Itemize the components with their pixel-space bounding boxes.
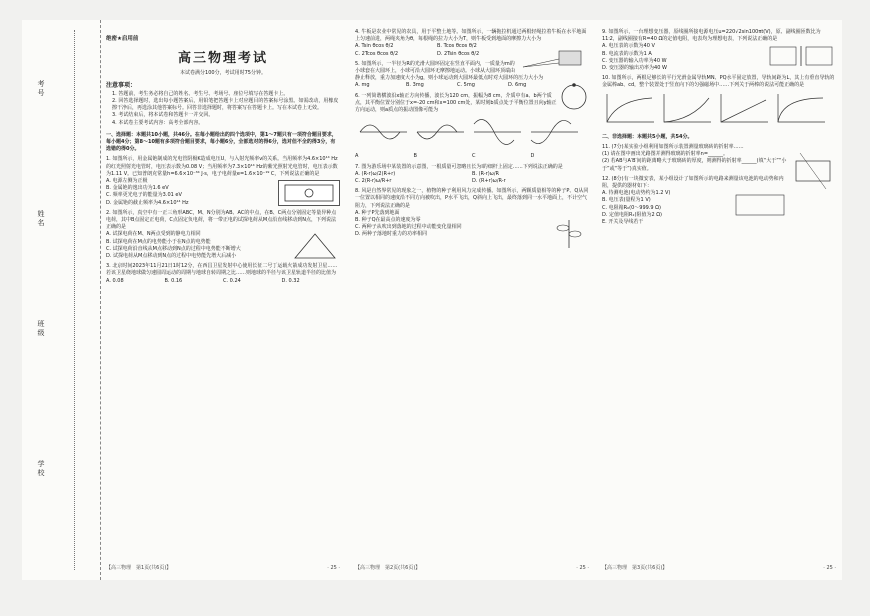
question-10: 10. 如图所示，两根足够长的平行光滑金属导轨MN、PQ水平固定放置，导轨间距为L，其上有垂直导轨的金属棒ab、cd，整个装置处于竖直向下的匀强磁场中……下列关于两棒的说法可能正确的是 [602, 75, 835, 89]
q12-option: D. 定值电阻R₁(阻值为2 Ω) [602, 211, 663, 218]
exam-sheet [22, 20, 842, 580]
q1-option: C. 频率更光电子的能量为3.01 eV [106, 192, 182, 199]
q2-option: A. 试探电荷在M、N两点受到的静电力相同 [106, 231, 201, 238]
q4-option: D. 2Tsin θcos θ/2 [437, 50, 480, 57]
label-class: 班级 [37, 320, 45, 338]
q6-option: C [472, 153, 476, 160]
section-1-heading: 一、选择题：本题共10小题，共46分。在每小题给出的四个选项中，第1～7题只有一项符合题目要求，每小题4分；第8～10题有多项符合题目要求，每小题6分，全部选对的得6分，选对但不全的得3分，有选错的得0分。 [106, 131, 337, 153]
label-exam-number: 考号 [37, 80, 45, 98]
transformer-figure [766, 43, 836, 69]
question-5: 5. 如图所示，一半径为R的光滑大圆环固定在竖直平面内，一质量为m的小球套在大圆环上，小球可沿大圆环无摩擦地运动。小球从大圆环顶端由静止释放，重力加速度大小为g，则小球运动到大圆环最低点时对大圆环的压力大小为 [355, 60, 544, 82]
q7-option: A. (R-r)ω/2(R+r) [355, 170, 396, 177]
q8-option: A. 种子P先落到地面 [355, 209, 400, 216]
q1-option: B. 金属铯的逸出功为1.6 eV [106, 185, 169, 192]
q5-option: D. 6mg [508, 82, 527, 89]
q9-option: B. 电流表的示数为1 A [602, 50, 652, 57]
q4-option: B. Tcos θcos θ/2 [437, 43, 477, 50]
q4-option: C. 2Tcos θcos θ/2 [355, 50, 399, 57]
q2-option: B. 试探电荷在M点的电势能小于在N点的电势能 [106, 238, 211, 245]
page-footer [602, 565, 836, 572]
score-info: 本试卷满分100分，考试用时75分钟。 [180, 70, 266, 77]
notes-heading: 注意事项： [106, 81, 137, 89]
q6-option: A [355, 153, 359, 160]
column-1 [106, 26, 340, 576]
tractor-figure [519, 43, 589, 73]
question-3: 3. 北京时间2023年11月21日1时12分，在西昌卫星发射中心使用长征二号丁运载火箭成功发射卫星……若该卫星绕地球做匀速圆周运动的周期与地球自转周期之比……则地球的半径与该卫星轨道半径的比值为 [106, 263, 338, 277]
footer-code: · 25 · [823, 564, 836, 571]
triangle-figure [290, 231, 340, 261]
q3-option: D. 0.32 [281, 277, 300, 284]
q5-option: A. mg [355, 82, 370, 89]
q5-option: B. 3mg [406, 82, 424, 89]
q5-option: C. 5mg [457, 82, 475, 89]
photocell-circuit-figure [278, 180, 340, 206]
q6-option: B [413, 153, 417, 160]
q2-option: D. 试探电荷从M点移动到N点的过程中电势能先增大后减小 [106, 253, 237, 260]
q8-option: D. 两种子落地时重力的功率相同 [355, 231, 428, 238]
question-1: 1. 如图所示，用金属铯制成的光电管阴极K造成电压U，与入射光频率ν的关系。当用频率为4.6×10¹⁴ Hz的红光照射光电管时，电压表示数为0.08 V；当用频率为7.3×10¹⁴ Hz的紫光照射光电管时，电压表示数为1.11 V。已知普朗克常量h=6.6×10⁻³⁴ J·s，电子电荷量e=1.6×10⁻¹⁹ C，下列说法正确的是 [106, 156, 338, 177]
velocity-graphs-figure [602, 90, 832, 126]
question-8: 8. 风是自然界常见的现象之一，植物的种子利用风力完成传播。如图所示，两颗质量相等的种子P、Q从同一位置以相同的速度沿不同方向被吹出，P水平飞出，Q斜向上飞出，最终落到同一水平地面上，不计空气阻力，下列说法正确的是 [355, 188, 589, 209]
q8-option: C. 两种子从吹出到落地的过程中动能变化量相同 [355, 224, 462, 231]
note-item: 1. 答题前，考生务必将自己的姓名、考生号、考场号、座位号填写在答题卡上。 [112, 90, 289, 97]
battery-circuit-figure [730, 190, 790, 220]
column-2 [355, 26, 589, 576]
question-11: 11. (7分)某实验小组利用如图所示装置测量玻璃砖的折射率…… [602, 144, 744, 151]
q8-option: B. 种子Q在最高点的速度为零 [355, 217, 421, 224]
q9-option: C. 变压器的输入功率为40 W [602, 57, 667, 64]
ring-figure [559, 82, 589, 112]
q1-option: D. 金属铯的截止频率为4.6×10¹⁴ Hz [106, 199, 189, 206]
question-4: 4. 牛板是农业中常见的农具，用于平整土地等。如图所示，一辆拖拉机通过两根轻绳拉着牛板在水平地面上匀速前进，两绳夹角为θ，每根绳的拉力大小为T，则牛板受到地面的摩擦力大小为 [355, 29, 587, 43]
q9-option: D. 变压器的输出功率为40 W [602, 65, 667, 72]
question-12: 12. (8分)有一块微安表，某小组设计了如图所示的电路来测量该电池的电动势和内阻，提供的器材如下： [602, 175, 784, 190]
wave-graphs-figure [355, 114, 585, 150]
footer-label: 【高三物理 第3页(共6页)】 [602, 564, 668, 571]
q9-option: A. 电压表的示数为40 V [602, 43, 655, 50]
binding-margin [22, 20, 101, 580]
page-columns [102, 26, 842, 576]
q3-option: A. 0.08 [106, 277, 124, 284]
question-11-part-1: (1) 请在图中画出光路图并测得玻璃的折射率n=______。 [602, 151, 729, 158]
note-item: 3. 考试结束后，将本试卷和答题卡一并交回。 [112, 112, 214, 119]
page-footer [355, 565, 589, 572]
q7-option: B. (R-r)ω/R [472, 170, 499, 177]
note-item: 4. 本试卷主要考试内容：高考全部内容。 [112, 119, 204, 126]
q3-option: C. 0.24 [223, 277, 241, 284]
note-item: 2. 回答选择题时，选出每小题答案后，用铅笔把答题卡上对应题目的答案标号涂黑。如需改动，用橡皮擦干净后，再选涂其他答案标号。回答非选择题时，将答案写在答题卡上。写在本试卷上无效。 [112, 98, 339, 112]
q12-option: A. 待测电池(电动势约为1.2 V) [602, 190, 671, 197]
q2-option: C. 试探电荷沿直线从M点移动到N点的过程中电势能不断增大 [106, 245, 241, 252]
question-9: 9. 如图所示，一台理想变压器，原线圈所接电源电压u=220√2sin100πt(V)，原、副线圈匝数比为11∶2，副线圈接有R=40 Ω的定值电阻，电表均为理想电表，下列说法正确的是 [602, 29, 821, 43]
question-7: 7. 图为游乐场中某装置的示意图，一根质量可忽略且长为l的细杆上固定……下列说法正确的是 [355, 163, 563, 170]
footer-label: 【高三物理 第1页(共6页)】 [106, 564, 172, 571]
column-3 [602, 26, 836, 576]
page-footer [106, 565, 340, 572]
glass-block-figure [790, 151, 836, 191]
q4-option: A. Tsin θcos θ/2 [355, 43, 394, 50]
q3-option: B. 0.16 [164, 277, 183, 284]
q12-option: C. 电阻箱R₀(0～999.9 Ω) [602, 204, 661, 211]
question-11-part-2: (2) 若AB与A′B′间的距离略大于玻璃砖的厚度，则测得的折射率______(填“大于”“小于”或“等于”)真实值。 [602, 158, 787, 172]
q12-option: E. 开关及导线若干 [602, 219, 644, 226]
question-6: 6. 一列简谐横波沿x轴正方向传播，波长为120 cm，振幅为8 cm，介质中有a、b两个质点，其平衡位置分别位于x=-20 cm和x=100 cm处，某时刻b质点处于平衡位置且向y轴正方向运动，则a质点的振动图像可能为 [355, 92, 557, 114]
plant-figure [549, 210, 589, 250]
cut-line [74, 30, 75, 570]
footer-code: · 25 · [576, 564, 589, 571]
q6-option: D [530, 153, 535, 160]
q12-option: B. 电压表(量程为1 V) [602, 197, 651, 204]
secret-mark: 绝密★启用前 [106, 36, 139, 42]
question-2: 2. 如图所示，真空中有一正三角形ABC，M、N分别为AB、AC的中点，在B、C两点分别固定等量异种点电荷，其中B点固定正电荷，C点固定负电荷，将一带正电的试探电荷从M点沿直线移动到N点，下列说法正确的是 [106, 209, 337, 231]
footer-code: · 25 · [327, 564, 340, 571]
q7-option: C. 2(R-r)ω/R+r [355, 178, 392, 185]
q7-option: D. (R+r)ω/R-r [472, 178, 506, 185]
q1-option: A. 电源左侧为正极 [106, 178, 148, 185]
label-name: 姓名 [37, 210, 45, 228]
label-school: 学校 [37, 460, 45, 478]
page-title: 高三物理考试 [177, 51, 268, 67]
section-2-heading: 二、非选择题：本题共5小题，共54分。 [602, 133, 693, 140]
footer-label: 【高三物理 第2页(共6页)】 [355, 564, 421, 571]
